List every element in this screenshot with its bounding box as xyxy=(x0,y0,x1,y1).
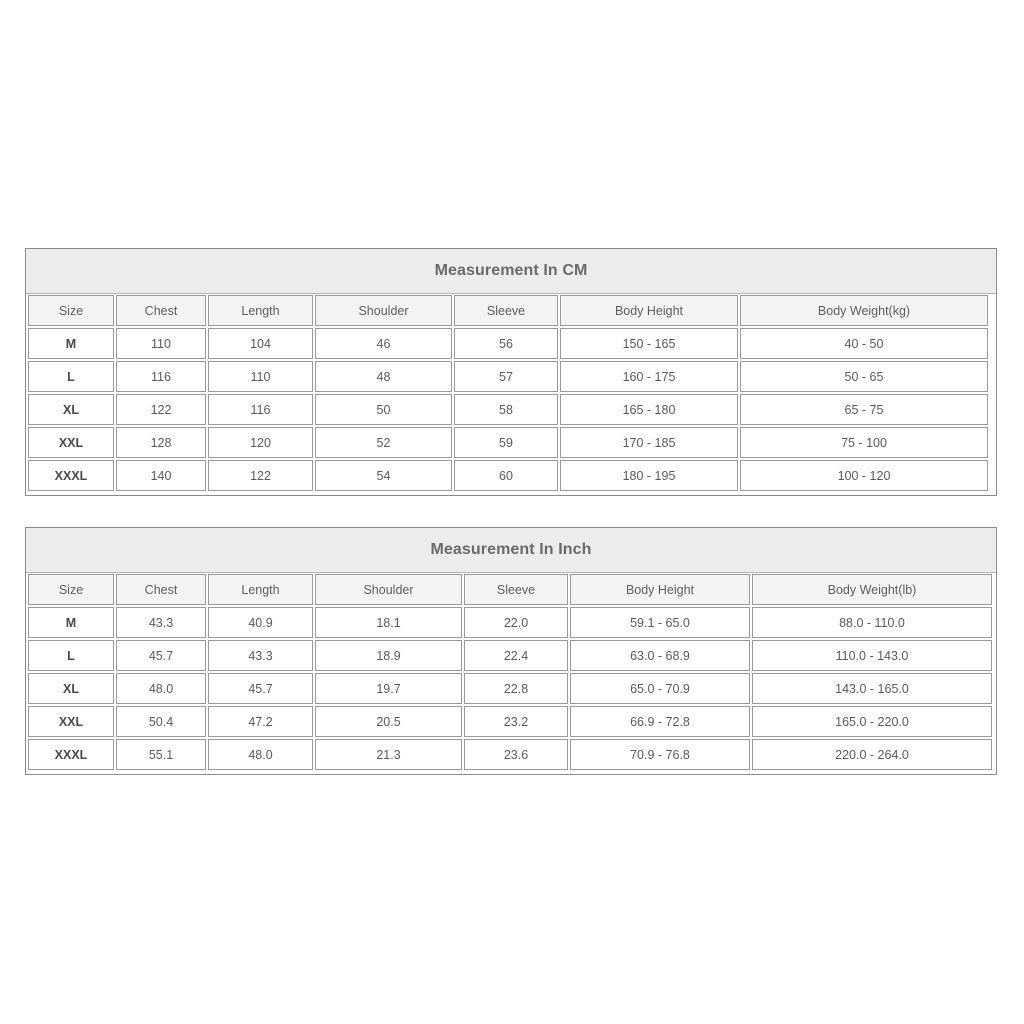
table-cell: 66.9 - 72.8 xyxy=(570,706,750,737)
size-chart-grid xyxy=(28,574,994,770)
table-cell: 60 xyxy=(454,460,558,491)
size-chart-grid xyxy=(28,295,994,491)
column-header: Body Weight(lb) xyxy=(752,574,992,605)
table-cell-size: XXL xyxy=(28,706,114,737)
table-cell: 23.2 xyxy=(464,706,568,737)
table-cell: 22.4 xyxy=(464,640,568,671)
table-cell: 88.0 - 110.0 xyxy=(752,607,992,638)
table-cell: 65.0 - 70.9 xyxy=(570,673,750,704)
table-cell: 143.0 - 165.0 xyxy=(752,673,992,704)
table-cell: 122 xyxy=(116,394,206,425)
column-header: Shoulder xyxy=(315,574,462,605)
table-cell: 48.0 xyxy=(116,673,206,704)
table-cell: 50.4 xyxy=(116,706,206,737)
table-cell: 170 - 185 xyxy=(560,427,738,458)
table-cell: 165.0 - 220.0 xyxy=(752,706,992,737)
table-cell: 43.3 xyxy=(208,640,313,671)
column-header: Length xyxy=(208,295,313,326)
table-cell-size: M xyxy=(28,607,114,638)
column-header: Size xyxy=(28,295,114,326)
table-cell: 58 xyxy=(454,394,558,425)
table-cell: 140 xyxy=(116,460,206,491)
column-header: Body Weight(kg) xyxy=(740,295,988,326)
column-header: Sleeve xyxy=(454,295,558,326)
table-cell: 75 - 100 xyxy=(740,427,988,458)
table-cell: 45.7 xyxy=(116,640,206,671)
table-cell: 50 xyxy=(315,394,452,425)
table-cell: 18.1 xyxy=(315,607,462,638)
table-cell-size: XL xyxy=(28,394,114,425)
table-cell: 100 - 120 xyxy=(740,460,988,491)
table-cell-size: L xyxy=(28,640,114,671)
table-cell: 116 xyxy=(116,361,206,392)
table-title: Measurement In CM xyxy=(26,249,996,294)
table-cell: 59 xyxy=(454,427,558,458)
table-cell: 19.7 xyxy=(315,673,462,704)
table-cell: 122 xyxy=(208,460,313,491)
table-cell: 40 - 50 xyxy=(740,328,988,359)
table-cell: 48.0 xyxy=(208,739,313,770)
table-cell: 160 - 175 xyxy=(560,361,738,392)
table-cell: 63.0 - 68.9 xyxy=(570,640,750,671)
table-cell: 120 xyxy=(208,427,313,458)
size-chart-cm xyxy=(25,248,997,496)
table-cell: 55.1 xyxy=(116,739,206,770)
table-cell: 47.2 xyxy=(208,706,313,737)
size-chart-inch xyxy=(25,527,997,775)
table-cell-size: XXXL xyxy=(28,739,114,770)
table-cell: 180 - 195 xyxy=(560,460,738,491)
table-cell: 220.0 - 264.0 xyxy=(752,739,992,770)
table-cell: 54 xyxy=(315,460,452,491)
table-cell: 110.0 - 143.0 xyxy=(752,640,992,671)
table-title: Measurement In Inch xyxy=(26,528,996,573)
table-cell: 40.9 xyxy=(208,607,313,638)
table-cell-size: M xyxy=(28,328,114,359)
table-cell-size: XXXL xyxy=(28,460,114,491)
table-cell: 18.9 xyxy=(315,640,462,671)
column-header: Length xyxy=(208,574,313,605)
column-header: Chest xyxy=(116,574,206,605)
table-cell: 23.6 xyxy=(464,739,568,770)
column-header: Body Height xyxy=(570,574,750,605)
table-cell: 48 xyxy=(315,361,452,392)
table-cell: 50 - 65 xyxy=(740,361,988,392)
column-header: Size xyxy=(28,574,114,605)
table-cell-size: XXL xyxy=(28,427,114,458)
column-header: Shoulder xyxy=(315,295,452,326)
table-cell: 45.7 xyxy=(208,673,313,704)
table-cell: 43.3 xyxy=(116,607,206,638)
table-cell: 116 xyxy=(208,394,313,425)
table-cell: 165 - 180 xyxy=(560,394,738,425)
column-header: Chest xyxy=(116,295,206,326)
table-cell: 110 xyxy=(116,328,206,359)
table-cell: 150 - 165 xyxy=(560,328,738,359)
table-cell: 52 xyxy=(315,427,452,458)
table-cell: 104 xyxy=(208,328,313,359)
table-cell: 110 xyxy=(208,361,313,392)
table-cell: 56 xyxy=(454,328,558,359)
table-cell: 57 xyxy=(454,361,558,392)
table-cell: 21.3 xyxy=(315,739,462,770)
table-cell: 20.5 xyxy=(315,706,462,737)
table-cell-size: L xyxy=(28,361,114,392)
table-cell: 22.0 xyxy=(464,607,568,638)
table-cell: 70.9 - 76.8 xyxy=(570,739,750,770)
table-cell: 65 - 75 xyxy=(740,394,988,425)
table-cell: 128 xyxy=(116,427,206,458)
table-cell-size: XL xyxy=(28,673,114,704)
column-header: Sleeve xyxy=(464,574,568,605)
table-cell: 59.1 - 65.0 xyxy=(570,607,750,638)
table-cell: 22.8 xyxy=(464,673,568,704)
table-cell: 46 xyxy=(315,328,452,359)
column-header: Body Height xyxy=(560,295,738,326)
